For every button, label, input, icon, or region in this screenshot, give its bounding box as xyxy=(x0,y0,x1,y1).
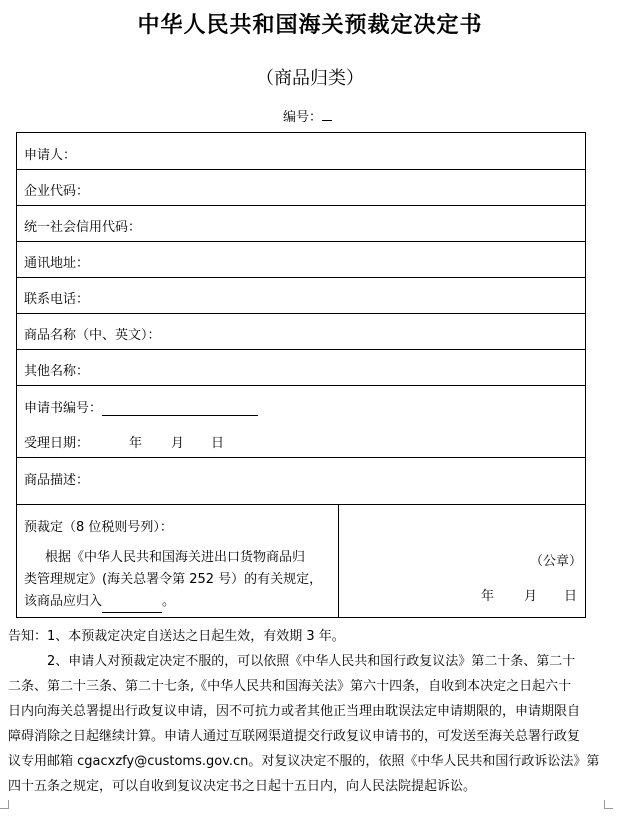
row-company-code xyxy=(17,170,585,206)
receive-date-month: 月 xyxy=(171,436,185,451)
row-other-name xyxy=(17,350,585,386)
notice-line: 四十五条之规定，可以自收到复议决定书之日起十五日内，向人民法院提起诉讼。 xyxy=(8,779,477,794)
row-credit-code xyxy=(17,206,585,242)
application-no-field[interactable] xyxy=(102,401,258,416)
ruling-date-month: 月 xyxy=(524,589,538,604)
ruling-date-day: 日 xyxy=(564,589,578,604)
application-no-label: 申请书编号： xyxy=(24,401,103,416)
credit-code-label: 统一社会信用代码： xyxy=(24,220,142,235)
ruling-text-end: 。 xyxy=(162,594,176,609)
row-description xyxy=(17,458,585,505)
page-corner-mark xyxy=(0,800,9,809)
receive-date-year: 年 xyxy=(129,436,143,451)
application-no xyxy=(24,397,258,416)
row-address xyxy=(17,242,585,278)
tariff-code-field[interactable] xyxy=(102,598,162,613)
notice-line: 告知：1、本预裁定决定自送达之日起生效，有效期 3 年。 xyxy=(8,629,345,644)
page-corner-mark xyxy=(604,800,613,809)
notice-line: 2、申请人对预裁定决定不服的，可以依照《中华人民共和国行政复议法》第二十条、第二十 xyxy=(8,654,576,669)
row-application-info xyxy=(17,386,585,458)
notice-section xyxy=(8,624,608,799)
notice-line: 日内向海关总署提出行政复议申请，因不可抗力或者其他正当理由耽误法定申请期限的，申请期限自 xyxy=(8,704,581,719)
notice-line: 障碍消除之日起继续计算。申请人通过互联网渠道提交行政复议申请书的，可发送至海关总署行政复 xyxy=(8,729,581,744)
company-code-label: 企业代码： xyxy=(24,184,90,199)
row-phone xyxy=(17,278,585,314)
row-applicant xyxy=(17,133,585,170)
document-number-label: 编号： xyxy=(283,110,323,125)
product-name-label: 商品名称（中、英文）： xyxy=(24,328,161,343)
ruling-label: 预裁定（8 位税则号列）： xyxy=(24,520,173,535)
notice-line: 议专用邮箱 cgacxzfy@customs.gov.cn。对复议决定不服的，依照《中华人民共和国行政诉讼法》第 xyxy=(8,754,600,769)
other-name-label: 其他名称： xyxy=(24,364,90,379)
ruling-form xyxy=(16,132,586,618)
ruling-date-year: 年 xyxy=(481,589,495,604)
phone-label: 联系电话： xyxy=(24,292,90,307)
document-number xyxy=(283,106,332,125)
document-number-blank[interactable] xyxy=(322,109,332,121)
ruling-text-line-1: 根据《中华人民共和国海关进出口货物商品归 xyxy=(45,550,306,565)
seal-label: （公章） xyxy=(530,554,583,569)
description-label: 商品描述： xyxy=(24,473,90,488)
document-subtitle: （商品归类） xyxy=(256,68,364,89)
document-title: 中华人民共和国海关预裁定决定书 xyxy=(137,13,483,38)
row-product-name xyxy=(17,314,585,350)
ruling-text-prefix: 该商品应归入 xyxy=(24,594,103,609)
ruling-text-line-2: 类管理规定》(海关总署令第 252 号）的有关规定， xyxy=(24,572,323,587)
address-label: 通讯地址： xyxy=(24,256,90,271)
ruling-text-line-3 xyxy=(24,591,175,613)
receive-date-day: 日 xyxy=(211,436,225,451)
applicant-label: 申请人： xyxy=(24,148,77,163)
notice-line: 二条、第二十三条、第二十七条,《中华人民共和国海关法》第六十四条，自收到本决定之日起六十 xyxy=(8,679,572,694)
receive-date-label: 受理日期： xyxy=(24,436,90,451)
ruling-divider xyxy=(338,505,339,617)
